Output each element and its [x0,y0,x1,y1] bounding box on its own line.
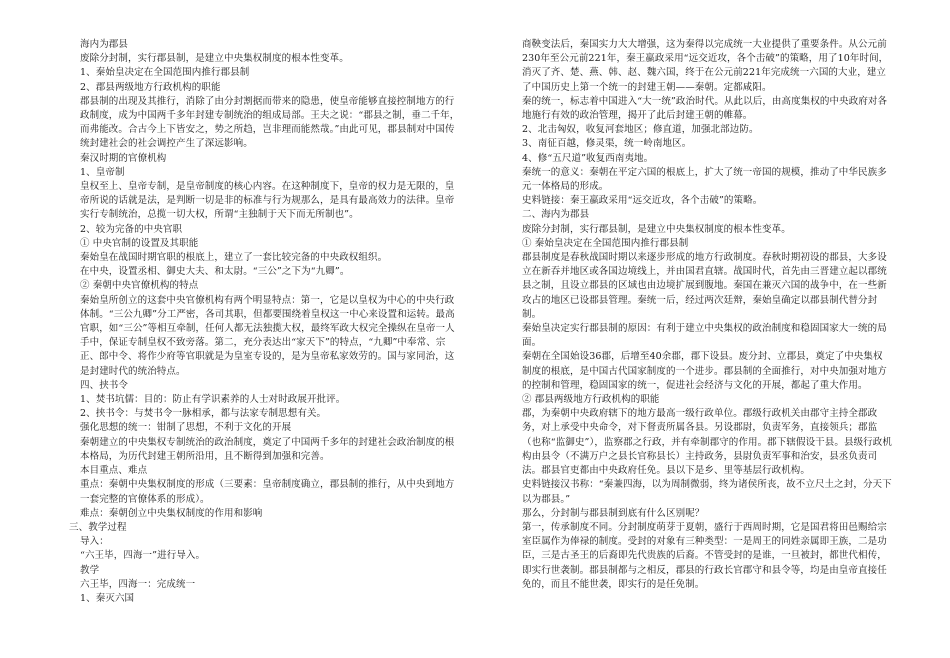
paragraph: 4、修“五尺道”收复西南夷地。 [522,152,654,164]
paragraph: 商鞅变法后，秦国实力大大增强，这为秦得以完成统一大业提供了重要条件。从公元前230年至公元前221年，秦王嬴政采用“远交近攻，各个击破”的策略，用了10年时间，消灭了齐、楚、燕、韩、赵、魏六国，终于在公元前221年完成统一六国的大业，建立了中国历史上第一个统一的封建王朝——秦朝。定都咸阳。 [522,39,889,93]
paragraph: 第一，传承制度不同。分封制度萌芽于夏朝，盛行于西周时期，它是国君将田邑赐给宗室臣属作为俸禄的制度。受封的对象有三种类型：一是周王的同姓亲属即王族，二是功臣，三是古圣王的后裔即先代贵族的后裔。不管受封的是谁，一旦被封，都世代相传，即实行世袭制。郡县制都与之相反，郡县的行政长官郡守和县令等，均是由皇帝直接任免的，而且不能世袭，即实行的是任免制。 [522,521,887,590]
paragraph: 秦始皇在战国时期官职的根底上，建立了一套比较完备的中央政权组织。 [80,252,388,264]
paragraph: 秦朝建立的中央集权专制统治的政治制度，奠定了中国两千多年的封建社会政治制度的根本格局，为历代封建王朝所沿用，且不断得到加强和完善。 [80,436,455,462]
paragraph: 秦始皇所创立的这套中央官僚机构有两个明显特点：第一，它是以皇权为中心的中央行政体制。“三公九卿”分工严密，各司其职，但都要围绕着皇权这一中心来设置和运转。最高官职，如“三公”等相互牵制，任何人都无法独揽大权，最终军政大权完全操纵在皇帝一人手中，保证专制皇权不致旁落。第二，充分表达出“家天下”的特点，“九卿”中奉常、宗正、郎中令、将作少府等官职就是为皇室专设的，是为皇帝私家效劳的。国与家同治，这是封建时代的统治特点。 [80,294,455,377]
paragraph: 郡，为秦朝中央政府辖下的地方最高一级行政单位。郡级行政机关由郡守主持全郡政务，对上承受中央命令，对下督责所属各县。另设郡尉，负责军务，直接领兵；郡监（也称“监御史”），监察郡之行政，并有牵制郡守的作用。郡下辖假设干县。县级行政机构由县令（不满万户之县长官称县长）主持政务，县尉负责军事和治安，县丞负责司法。郡县官吏都由中央政府任免。县以下是乡、里等基层行政机构。 [522,408,892,477]
paragraph: 三、教学过程 [69,521,127,533]
paragraph: 秦统一的意义：秦朝在平定六国的根底上，扩大了统一帝国的规模，推动了中华民族多元一体格局的形成。 [522,166,887,193]
right-text-column [500,38,892,650]
paragraph: 史料链接：秦王嬴政采用“远交近攻，各个击破”的策略。 [522,195,763,207]
paragraph: 废除分封制，实行郡县制，是建立中央集权制度的根本性变革。 [522,223,791,235]
paragraph: 郡县制的出现及其推行，消除了由分封割据而带来的隐患，使皇帝能够直接控制地方的行政制度，成为中国两千多年封建专制统治的组成局部。王夫之说：“郡县之制，垂二千年，而弗能改。合古今上下皆安之，势之所趋，岂非理而能然哉。”由此可见，郡县制对中国传统封建社会的社会调控产生了深远影响。 [80,95,460,150]
left-text-column [58,38,462,650]
paragraph: 教学 [80,564,100,576]
paragraph: 强化思想的统一：钳制了思想，不利于文化的开展 [80,422,292,434]
paragraph: 本目重点、难点 [80,465,148,477]
paragraph: 在中央，设置丞相、御史大夫、和太尉。“三公”之下为“九卿”。 [80,266,350,278]
paragraph: 六王毕，四海一：完成统一 [80,578,196,590]
paragraph: 2、较为完备的中央官职 [80,223,183,235]
paragraph: “六王毕，四海一”进行导入。 [80,550,206,562]
paragraph: 四、挟书令 [80,379,129,391]
paragraph: ② 郡县两级地方行政机构的职能 [522,394,660,406]
paragraph: 导入： [80,536,109,548]
paragraph: 郡县制度是春秋战国时期以来逐步形成的地方行政制度。春秋时期初设的郡县，大多设立在新吞并地区或各国边境线上，并由国君直辖。战国时代，首先由三晋建立起以郡统县之制，且设立郡县的区域也由边境扩展到腹地。秦国在兼灭六国的战争中，在一些新攻占的地区已设郡县管理。秦统一后，经过两次廷辩，秦始皇确定以郡县制代替分封制。 [522,252,887,320]
paragraph: 2、北击匈奴，收复河套地区；修直道，加强北部边防。 [522,124,759,136]
paragraph: 难点：秦朝创立中央集权制度的作用和影响 [80,507,263,519]
paragraph: 史料链接汉书称：“秦兼四海，以为周制微弱，终为诸侯所丧，故不立尺土之封，分天下以为郡县。” [522,479,892,505]
paragraph: 1、秦灭六国 [80,592,135,604]
paragraph: ① 中央官制的设置及其职能 [80,237,199,249]
paragraph: ② 秦朝中央官僚机构的特点 [80,280,199,292]
paragraph: 秦始皇决定实行郡县制的原因：有利于建立中央集权的政治制度和稳固国家大一统的局面。 [522,323,887,349]
paragraph: 二、海内为郡县 [522,209,590,221]
paragraph: 1、皇帝制 [80,166,125,178]
paragraph: 3、南征百越，修灵渠，统一岭南地区。 [522,138,692,150]
paragraph: 重点：秦朝中央集权制度的形成（三要素：皇帝制度确立，郡县制的推行，从中央到地方一套完整的官僚体系的形成）。 [80,479,455,505]
paragraph: 海内为郡县 [80,39,129,50]
paragraph: 秦汉时期的官僚机构 [80,152,167,164]
paragraph: ① 秦始皇决定在全国范围内推行郡县制 [522,237,689,249]
paragraph: 秦的统一，标志着中国进入“大一统”政治时代。从此以后，由高度集权的中央政府对各地施行有效的政治管理，揭开了此后封建王朝的帷幕。 [522,95,888,122]
paragraph: 2、挟书令：与焚书令一脉相承，都与法家专制思想有关。 [80,408,327,420]
paragraph: 1、秦始皇决定在全国范围内推行郡县制 [80,67,250,79]
paragraph: 1、焚书坑儒：目的：防止有学识素养的人士对时政展开批评。 [80,394,346,406]
paragraph: 废除分封制，实行郡县制，是建立中央集权制度的根本性变革。 [80,53,349,65]
paragraph: 2、郡县两级地方行政机构的职能 [80,81,221,93]
paragraph: 秦朝在全国始设36郡，后增至40余郡，郡下设县。废分封、立郡县，奠定了中央集权制度的根底，是中国古代国家制度的一个进步。郡县制的全面推行，对中央加强对地方的控制和管理，稳固国家的统一，促进社会经济与文化的开展，都起了重大作用。 [522,351,887,391]
paragraph: 皇权至上、皇帝专制，是皇帝制度的核心内容。在这种制度下，皇帝的权力是无限的，皇帝所说的话就是法，是判断一切是非的标准与行为规那么，是具有最高效力的法律。皇帝实行专制统治，总揽一切大权，所谓“主独制于天下而无所制也”。 [80,181,455,221]
paragraph: 那么，分封制与郡县制到底有什么区别呢？ [522,507,705,519]
